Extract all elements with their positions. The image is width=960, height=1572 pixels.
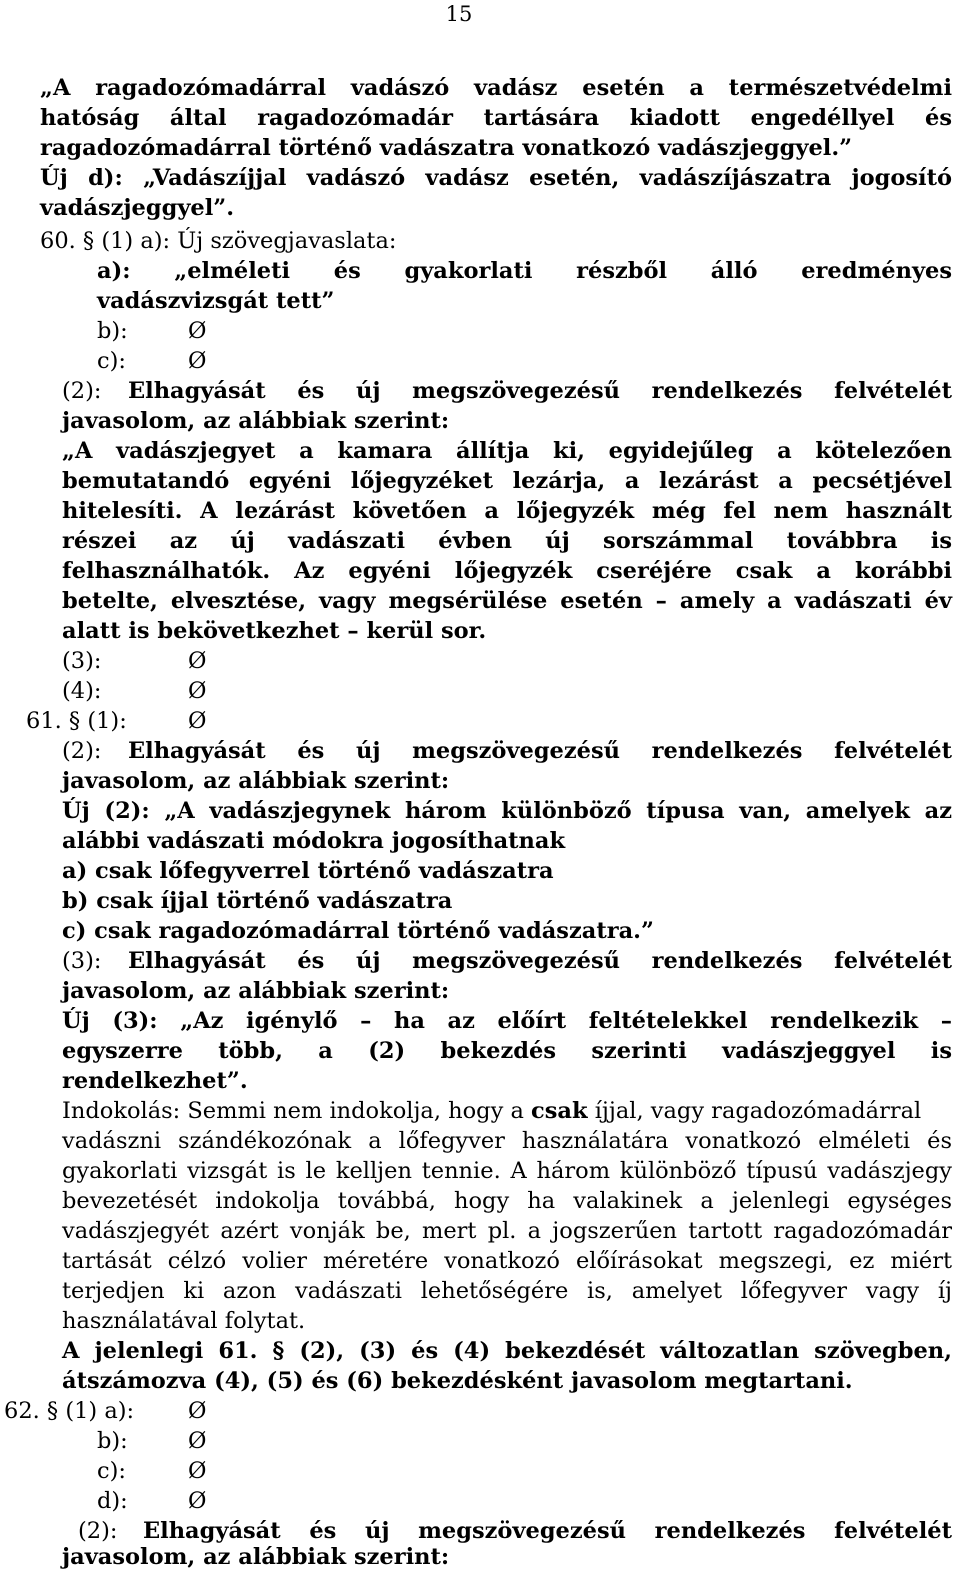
text-line: a): „elméleti és gyakorlati részből álló eredményes <box>97 258 952 284</box>
empty-mark: Ø <box>188 318 207 344</box>
text-line: Új (2): „A vadászjegynek három különböző típusa van, amelyek az <box>62 798 952 824</box>
empty-mark: Ø <box>188 1398 207 1424</box>
justification-line <box>62 1096 921 1126</box>
point-label: (4): <box>62 678 102 704</box>
text-line: bemutatandó egyéni lőjegyzéket lezárja, a lezárást a pecsétjével <box>62 468 952 494</box>
text-line: betelte, elvesztése, vagy megsérülése esetén – amely a vadászati év <box>62 588 952 614</box>
section-heading: 61. § (1): <box>26 708 127 734</box>
text-line: tartását célzó volier méretére vonatkozó előírásokat megszegi, ez miért <box>62 1248 952 1274</box>
empty-mark: Ø <box>188 1428 207 1454</box>
text-span: íjjal, vagy ragadozómadárral <box>587 1098 922 1124</box>
text-line: gyakorlati vizsgát is le kelljen tennie. A három különböző típusú vadászjegy <box>62 1158 952 1184</box>
empty-mark: Ø <box>188 1488 207 1514</box>
text-line: alábbi vadászati módokra jogosíthatnak <box>62 828 566 854</box>
empty-mark: Ø <box>188 348 207 374</box>
text-line: javasolom, az alábbiak szerint: <box>62 1544 450 1570</box>
text-line: átszámozva (4), (5) és (6) bekezdésként javasolom megtartani. <box>62 1368 853 1394</box>
empty-mark: Ø <box>188 708 207 734</box>
text-line: vadászjegyét azért vonják be, mert pl. a jogszerűen tartott ragadozómadár <box>62 1218 952 1244</box>
list-item: c) csak ragadozómadárral történő vadászatra.” <box>62 918 654 944</box>
text-line: javasolom, az alábbiak szerint: <box>62 978 450 1004</box>
empty-mark: Ø <box>188 648 207 674</box>
point-label: (2): <box>62 738 102 764</box>
text-line: A jelenlegi 61. § (2), (3) és (4) bekezdését változatlan szövegben, <box>62 1338 952 1364</box>
text-line: Új (3): „Az igénylő – ha az előírt feltételekkel rendelkezik – <box>62 1008 952 1034</box>
point-label: (3): <box>62 648 102 674</box>
text-line: ragadozómadárral történő vadászatra vonatkozó vadászjeggyel.” <box>40 135 853 161</box>
point-label: (3): <box>62 948 102 974</box>
text-line: vadászvizsgát tett” <box>97 288 335 314</box>
list-item: b) csak íjjal történő vadászatra <box>62 888 453 914</box>
text-line: használatával folytat. <box>62 1308 306 1334</box>
point-label: c): <box>97 1458 126 1484</box>
text-line: részei az új vadászati évben új sorszámmal továbbra is <box>62 528 952 554</box>
point-label: (2): <box>62 378 102 404</box>
text-line: javasolom, az alábbiak szerint: <box>62 408 450 434</box>
emphasis-span: csak <box>531 1098 588 1124</box>
text-line: terjedjen ki azon vadászati lehetőségére is, amelyet lőfegyver vagy íj <box>62 1278 952 1304</box>
text-line: vadászni szándékozónak a lőfegyver használatára vonatkozó elméleti és <box>62 1128 952 1154</box>
point-label: d): <box>97 1488 128 1514</box>
text-line: rendelkezhet”. <box>62 1068 248 1094</box>
list-item: a) csak lőfegyverrel történő vadászatra <box>62 858 554 884</box>
text-line: alatt is bekövetkezhet – kerül sor. <box>62 618 487 644</box>
text-line: Elhagyását és új megszövegezésű rendelkezés felvételét <box>128 378 952 404</box>
text-line: felhasználhatók. Az egyéni lőjegyzék cseréjére csak a korábbi <box>62 558 952 584</box>
text-line: egyszerre több, a (2) bekezdés szerinti vadászjeggyel is <box>62 1038 952 1064</box>
section-heading: 60. § (1) a): Új szövegjavaslata: <box>40 228 397 254</box>
text-line: javasolom, az alábbiak szerint: <box>62 768 450 794</box>
point-label: (2): <box>78 1518 118 1544</box>
text-line: hatóság által ragadozómadár tartására kiadott engedéllyel és <box>40 105 952 131</box>
point-label: b): <box>97 1428 128 1454</box>
text-line: Elhagyását és új megszövegezésű rendelkezés felvételét <box>143 1518 952 1544</box>
empty-mark: Ø <box>188 1458 207 1484</box>
section-heading: 62. § (1) a): <box>4 1398 135 1424</box>
text-line: Elhagyását és új megszövegezésű rendelkezés felvételét <box>128 948 952 974</box>
point-label: b): <box>97 318 128 344</box>
text-line: „A ragadozómadárral vadászó vadász esetén a természetvédelmi <box>40 75 952 101</box>
page-number: 15 <box>445 2 473 26</box>
text-line: bevezetését indokolja továbbá, hogy ha valakinek a jelenlegi egységes <box>62 1188 952 1214</box>
text-line: vadászjeggyel”. <box>40 195 235 221</box>
text-line: „A vadászjegyet a kamara állítja ki, egyidejűleg a kötelezően <box>62 438 952 464</box>
text-line: hitelesíti. A lezárást követően a lőjegyzék még fel nem használt <box>62 498 952 524</box>
text-line: Elhagyását és új megszövegezésű rendelkezés felvételét <box>128 738 952 764</box>
empty-mark: Ø <box>188 678 207 704</box>
text-span: Indokolás: Semmi nem indokolja, hogy a <box>62 1098 532 1124</box>
point-label: c): <box>97 348 126 374</box>
text-line: Új d): „Vadászíjjal vadászó vadász esetén, vadászíjászatra jogosító <box>40 165 952 191</box>
